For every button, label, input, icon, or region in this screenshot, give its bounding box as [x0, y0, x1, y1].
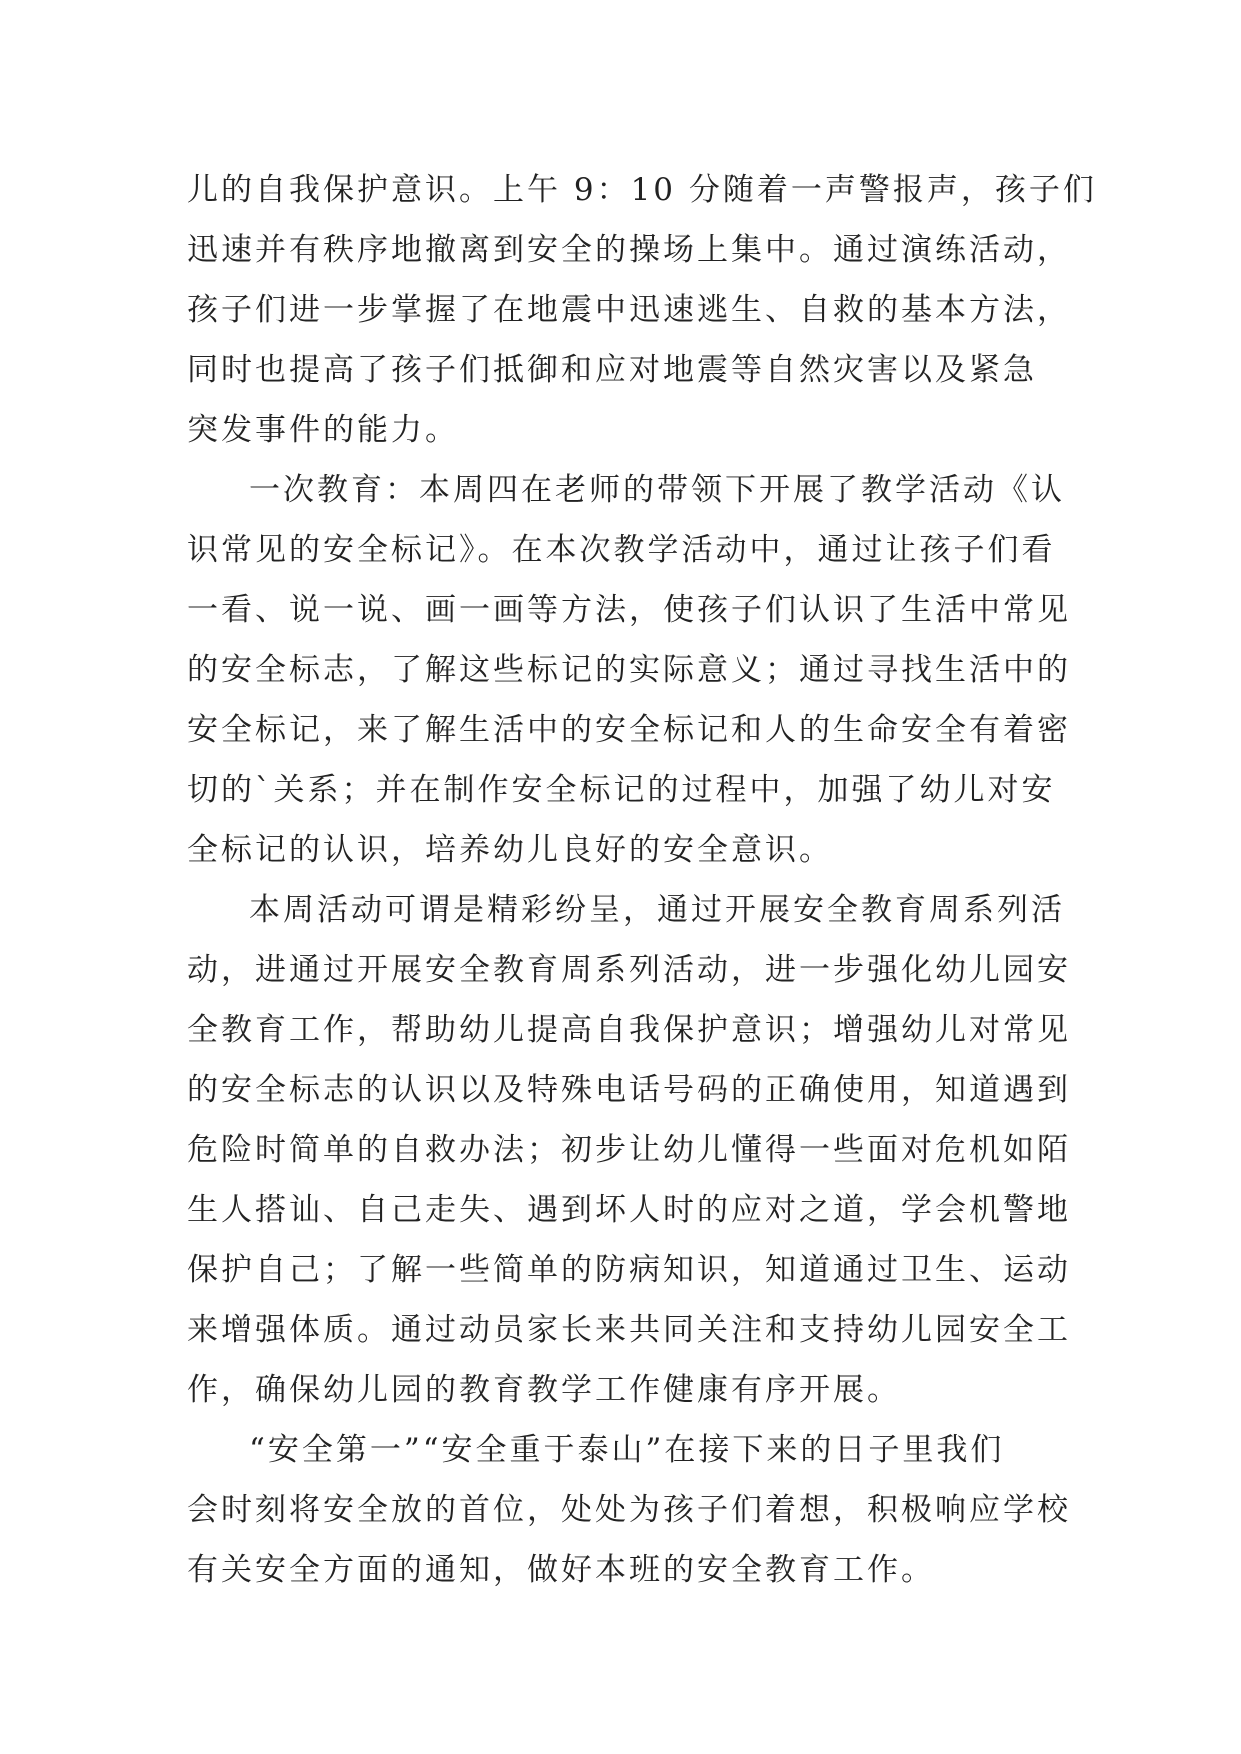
paragraph-1: [187, 160, 1097, 460]
text-line: 儿的自我保护意识。上午 9：10 分随着一声警报声，孩子们: [187, 172, 1097, 208]
text-line: 切的`关系；并在制作安全标记的过程中，加强了幼儿对安: [187, 772, 1056, 808]
text-line: 全标记的认识，培养幼儿良好的安全意识。: [187, 832, 833, 868]
text-line: 的安全标志，了解这些标记的实际意义；通过寻找生活中的: [187, 652, 1071, 688]
text-line: 安全标记，来了解生活中的安全标记和人的生命安全有着密: [187, 712, 1071, 748]
text-line: 一次教育：本周四在老师的带领下开展了教学活动《认: [249, 472, 1065, 508]
text-line: 全教育工作，帮助幼儿提高自我保护意识；增强幼儿对常见: [187, 1012, 1071, 1048]
text-line: 危险时简单的自救办法；初步让幼儿懂得一些面对危机如陌: [187, 1132, 1071, 1168]
text-line: “安全第一”“安全重于泰山”在接下来的日子里我们: [249, 1432, 1005, 1468]
text-line: 本周活动可谓是精彩纷呈，通过开展安全教育周系列活: [249, 892, 1065, 928]
text-line: 作，确保幼儿园的教育教学工作健康有序开展。: [187, 1372, 901, 1408]
text-line: 来增强体质。通过动员家长来共同关注和支持幼儿园安全工: [187, 1312, 1071, 1348]
paragraph-2: [187, 460, 1071, 880]
text-line: 同时也提高了孩子们抵御和应对地震等自然灾害以及紧急: [187, 352, 1037, 388]
text-line: 识常见的安全标记》。在本次教学活动中，通过让孩子们看: [187, 532, 1056, 568]
document-body: [187, 160, 1097, 1600]
text-line: 突发事件的能力。: [187, 412, 459, 448]
paragraph-3: [187, 880, 1071, 1420]
text-line: 的安全标志的认识以及特殊电话号码的正确使用，知道遇到: [187, 1072, 1071, 1108]
text-line: 会时刻将安全放的首位，处处为孩子们着想，积极响应学校: [187, 1492, 1071, 1528]
paragraph-4: [187, 1420, 1071, 1600]
text-line: 孩子们进一步掌握了在地震中迅速逃生、自救的基本方法，: [187, 292, 1071, 328]
text-line: 迅速并有秩序地撤离到安全的操场上集中。通过演练活动，: [187, 232, 1071, 268]
text-line: 动，进通过开展安全教育周系列活动，进一步强化幼儿园安: [187, 952, 1071, 988]
text-line: 一看、说一说、画一画等方法，使孩子们认识了生活中常见: [187, 592, 1071, 628]
text-line: 有关安全方面的通知，做好本班的安全教育工作。: [187, 1552, 935, 1588]
text-line: 生人搭讪、自己走失、遇到坏人时的应对之道，学会机警地: [187, 1192, 1071, 1228]
text-line: 保护自己；了解一些简单的防病知识，知道通过卫生、运动: [187, 1252, 1071, 1288]
